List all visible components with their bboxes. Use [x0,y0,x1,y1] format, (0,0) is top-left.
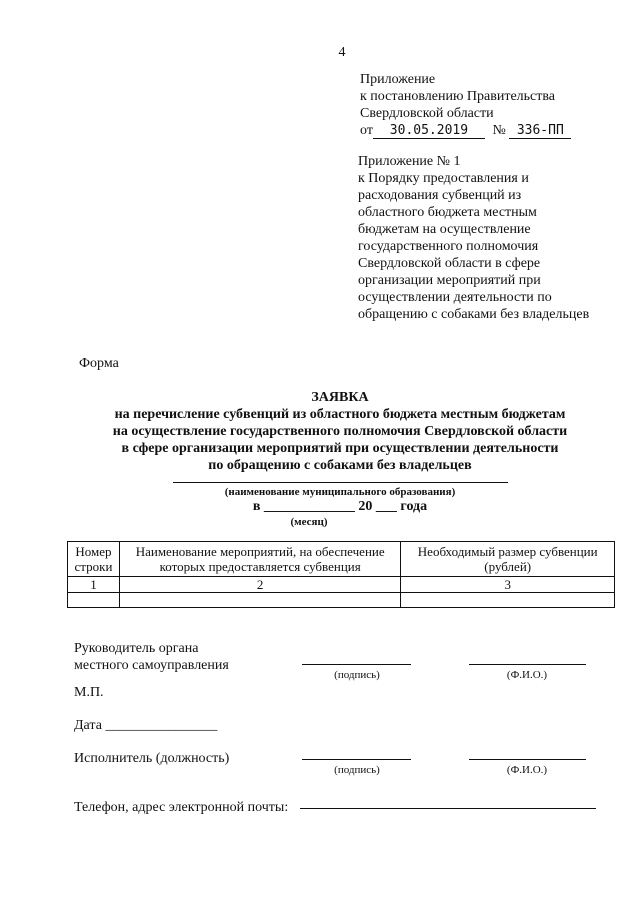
col-header-activities: Наименование мероприятий, на обеспечение которых предоставляется субвенция [119,542,400,577]
title-line: на перечисление субвенций из областного бюджета местным бюджетам [114,407,566,422]
appendix-1-line: обращению с собаками без владельцев [358,307,590,322]
contacts-line[interactable] [300,808,596,809]
appendix-1-line: Свердловской области в сфере [358,256,541,271]
title-line: по обращению с собаками без владельцев [208,458,472,473]
table-cell[interactable] [401,593,615,608]
appendix-1-line: расходования субвенций из [358,188,522,203]
number-prefix: № [492,123,506,138]
municipality-name-line[interactable] [173,482,508,483]
table-header-row [68,542,615,577]
col-number: 2 [119,577,400,593]
executor-label: Исполнитель (должность) [74,751,230,766]
head-title [74,640,229,674]
head-title-line-1: Руководитель органа [74,641,199,656]
head-fio-caption: (Ф.И.О.) [506,669,548,681]
appendix-line-3: Свердловской области [360,106,494,121]
page-number: 4 [338,45,346,60]
appendix-1-line: к Порядку предоставления и [358,171,529,186]
head-fio-line[interactable] [469,664,586,665]
head-signature-caption: (подпись) [334,669,380,681]
decree-date: 30.05.2019 [373,123,485,139]
head-signature-line[interactable] [302,664,411,665]
table-cell[interactable] [68,593,120,608]
executor-signature-line[interactable] [302,759,411,760]
appendix-1-line: бюджетам на осуществление [358,222,531,237]
col-number: 3 [401,577,615,593]
executor-fio-line[interactable] [469,759,586,760]
col-number: 1 [68,577,120,593]
period-line: в _____________ 20 ___ года [252,499,428,514]
appendix-1-line: осуществлении деятельности по [358,290,552,305]
date-prefix: от [360,123,373,138]
title-heading: ЗАЯВКА [311,390,369,405]
appendix-header [360,71,571,139]
month-caption: (месяц) [290,516,328,528]
executor-signature-caption: (подпись) [334,764,380,776]
appendix-line-2: к постановлению Правительства [360,89,556,104]
executor-fio-caption: (Ф.И.О.) [506,764,548,776]
title-line: на осуществление государственного полномочия Свердловской области [112,424,568,439]
appendix-title: Приложение [360,72,436,87]
municipality-caption: (наименование муниципального образования) [224,486,456,498]
table-number-row [68,577,615,593]
col-header-number: Номер строки [68,542,120,577]
contacts-label: Телефон, адрес электронной почты: [74,800,289,815]
appendix-1-line: организации мероприятий при [358,273,541,288]
appendix-date-row [360,122,571,139]
appendix-1-line: государственного полномочия [358,239,539,254]
form-label: Форма [79,356,119,371]
title-line: в сфере организации мероприятий при осуществлении деятельности [121,441,559,456]
stamp-place: М.П. [74,685,104,700]
table-cell[interactable] [119,593,400,608]
appendix-1-line: областного бюджета местным [358,205,537,220]
table-row [68,593,615,608]
date-field[interactable]: Дата ________________ [74,718,218,733]
appendix-1-line: Приложение № 1 [358,154,461,169]
appendix-1-header [358,153,589,323]
document-title [60,389,620,474]
decree-number: 336-ПП [509,123,571,139]
subsidy-table [67,541,615,608]
head-title-line-2: местного самоуправления [74,658,229,673]
col-header-amount: Необходимый размер субвенции (рублей) [401,542,615,577]
